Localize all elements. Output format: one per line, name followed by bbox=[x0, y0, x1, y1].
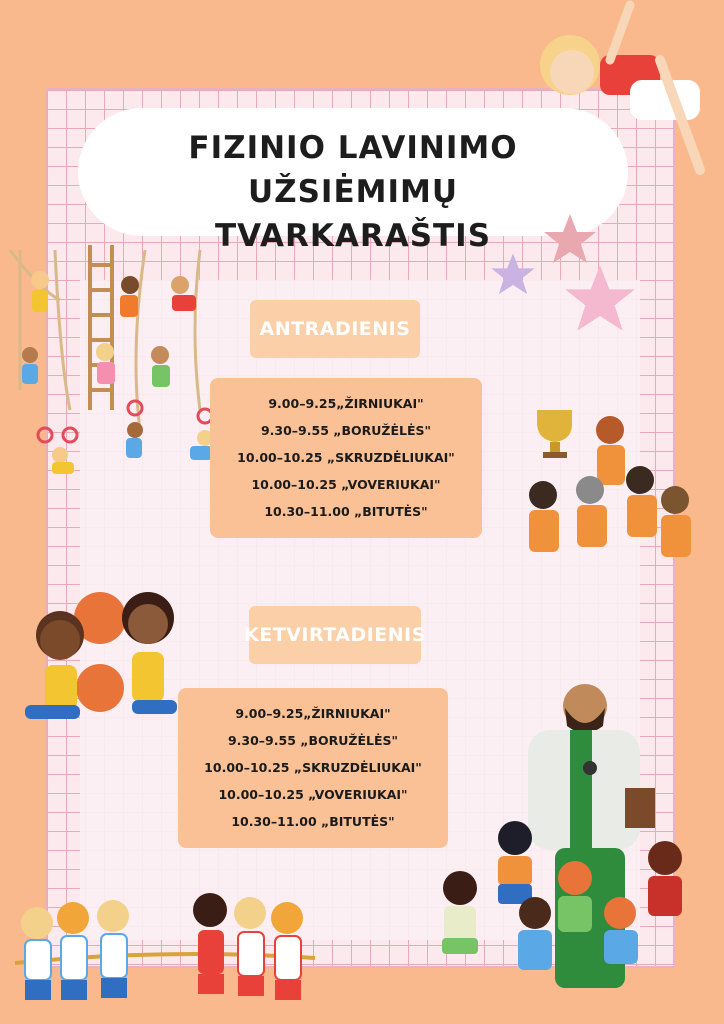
basketball-icon bbox=[76, 664, 124, 712]
schedule-row: 9.30–9.55 „BORUŽĖLĖS" bbox=[227, 733, 399, 748]
ring-icon bbox=[128, 401, 142, 415]
schedule-row: 9.00–9.25„ŽIRNIUKAI" bbox=[235, 706, 391, 721]
whistle-icon bbox=[583, 761, 597, 775]
trophy-icon bbox=[537, 410, 572, 458]
title-line-2: TVARKARAŠTIS bbox=[214, 218, 492, 254]
title-line-1: FIZINIO LAVINIMO UŽSIĖMIMŲ bbox=[188, 130, 518, 210]
schedule-row: 10.00–10.25 „SKRUZDĖLIUKAI" bbox=[204, 760, 422, 775]
trophy-team-illustration bbox=[515, 405, 715, 595]
schedule-row: 10.30–11.00 „BITUTĖS" bbox=[231, 814, 395, 829]
schedule-box-tuesday bbox=[210, 378, 482, 538]
day-label-thursday: KETVIRTADIENIS bbox=[249, 606, 421, 664]
star-icon bbox=[488, 250, 538, 300]
schedule-box-thursday bbox=[178, 688, 448, 848]
schedule-row: 10.30–11.00 „BITUTĖS" bbox=[264, 504, 428, 519]
basketball-kids-illustration bbox=[20, 590, 190, 750]
climbing-kids-illustration bbox=[0, 240, 235, 480]
schedule-row: 10.00–10.25 „SKRUZDĖLIUKAI" bbox=[237, 450, 455, 465]
tug-of-war-illustration bbox=[15, 888, 320, 1018]
coach-and-kids-illustration bbox=[420, 678, 720, 1018]
ring-icon bbox=[38, 428, 52, 442]
star-icon bbox=[560, 260, 640, 340]
rope-icon bbox=[55, 250, 70, 410]
day-label-tuesday: ANTRADIENIS bbox=[250, 300, 420, 358]
schedule-row: 10.00–10.25 „VOVERIUKAI" bbox=[218, 787, 408, 802]
schedule-row: 10.00–10.25 „VOVERIUKAI" bbox=[251, 477, 441, 492]
ladder-icon bbox=[90, 245, 112, 410]
gymnast-girl-illustration bbox=[520, 0, 720, 190]
schedule-row: 9.00–9.25„ŽIRNIUKAI" bbox=[268, 396, 424, 411]
schedule-row: 9.30–9.55 „BORUŽĖLĖS" bbox=[260, 423, 432, 438]
ring-icon bbox=[63, 428, 77, 442]
